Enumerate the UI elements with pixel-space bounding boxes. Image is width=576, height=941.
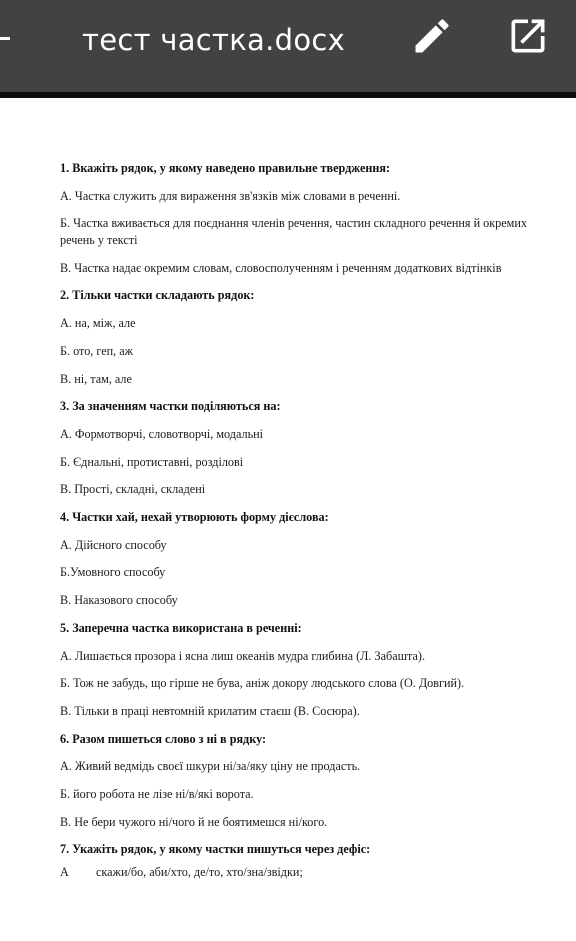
question-1: 1. Вкажіть рядок, у якому наведено правильне твердження: bbox=[60, 161, 391, 175]
q1-option-b-cont: речень у тексті bbox=[60, 233, 138, 247]
q3-option-a: А. Формотворчі, словотворчі, модальні bbox=[60, 427, 264, 441]
q2-option-a: А. на, між, але bbox=[60, 316, 136, 330]
question-3: 3. За значенням частки поділяються на: bbox=[60, 399, 281, 413]
q6-option-a: А. Живий ведмідь своєї шкури ні/за/яку ціну не продасть. bbox=[60, 759, 361, 773]
q4-option-c: В. Наказового способу bbox=[60, 593, 178, 607]
q5-option-a: А. Лишається прозора і ясна лиш океанів мудра глибина (Л. Забашта). bbox=[60, 649, 425, 663]
document-page bbox=[0, 98, 576, 941]
q2-option-b: Б. ото, геп, аж bbox=[60, 344, 134, 358]
q7-option-a-text: скажи/бо, аби/хто, де/то, хто/зна/звідки; bbox=[96, 865, 303, 879]
q6-option-b: Б. його робота не лізе ні/в/які ворота. bbox=[60, 787, 254, 801]
q4-option-b: Б.Умовного способу bbox=[60, 565, 166, 579]
q2-option-c: В. ні, там, але bbox=[60, 372, 132, 386]
q4-option-a: А. Дійсного способу bbox=[60, 538, 167, 552]
open-external-icon bbox=[506, 14, 550, 58]
app-bar bbox=[0, 0, 576, 92]
question-5: 5. Заперечна частка використана в реченні: bbox=[60, 621, 302, 635]
question-6: 6. Разом пишеться слово з ні в рядку: bbox=[60, 732, 267, 746]
q5-option-b: Б. Тож не забудь, що гірше не бува, аніж докору людського слова (О. Довгий). bbox=[60, 676, 465, 690]
edit-button[interactable] bbox=[410, 14, 454, 58]
q7-option-a bbox=[60, 864, 576, 880]
q1-option-b: Б. Частка вживається для поєднання членів речення, частин складного речення й окремих bbox=[60, 216, 527, 230]
document-title: тест частка.docx bbox=[82, 23, 346, 57]
q5-option-c: В. Тільки в праці невтомній крилатим стаєш (В. Сосюра). bbox=[60, 704, 360, 718]
question-7: 7. Укажіть рядок, у якому частки пишуться через дефіс: bbox=[60, 842, 371, 856]
question-2: 2. Тільки частки складають рядок: bbox=[60, 288, 255, 302]
q1-option-c: В. Частка надає окремим словам, словосполученням і реченням додаткових відтінків bbox=[60, 261, 502, 275]
q3-option-b: Б. Єднальні, протиставні, розділові bbox=[60, 455, 244, 469]
open-external-button[interactable] bbox=[506, 14, 550, 58]
question-4: 4. Частки хай, нехай утворюють форму дієслова: bbox=[60, 510, 329, 524]
q1-option-a: А. Частка служить для вираження зв'язків між словами в реченні. bbox=[60, 189, 401, 203]
q3-option-c: В. Прості, складні, складені bbox=[60, 482, 206, 496]
pencil-icon bbox=[410, 14, 454, 58]
q7-option-a-letter: А bbox=[60, 865, 69, 879]
q6-option-c: В. Не бери чужого ні/чого й не боятимешся ні/кого. bbox=[60, 815, 328, 829]
back-arrow-icon[interactable] bbox=[0, 28, 14, 50]
